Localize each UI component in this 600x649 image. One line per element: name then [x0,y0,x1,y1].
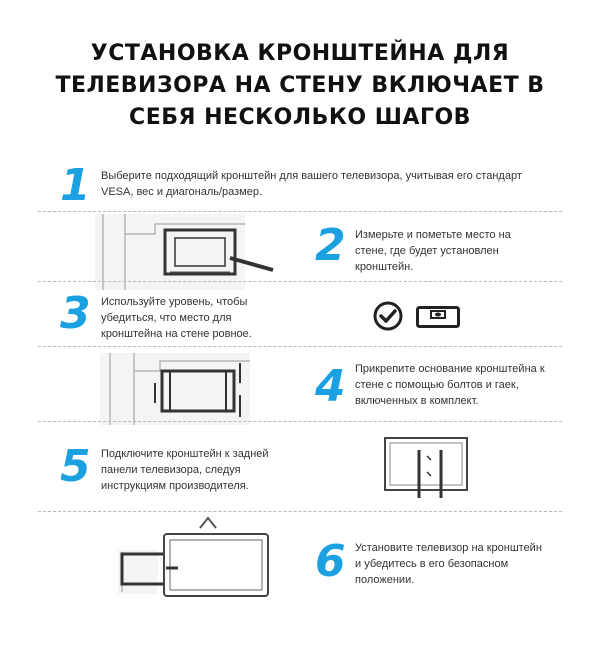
step-6-line-3: положении. [355,574,415,586]
divider-4 [38,421,562,422]
step-4-line-2: стене с помощью болтов и гаек, [355,379,519,391]
wall-bracket-marking-illustration [95,214,275,290]
step-1-line-1: Выберите подходящий кронштейн для вашего телевизора, учитывая его стандарт [101,170,522,182]
step-2-line-1: Измерьте и пометьте место на [355,229,511,241]
step-3-line-3: кронштейна на стене ровное. [101,328,252,340]
page-title [0,38,600,134]
bracket-bolting-illustration [100,353,270,425]
title-line-3: СЕБЯ НЕСКОЛЬКО ШАГОВ [129,105,471,130]
step-1-number: 1 [60,160,91,211]
title-line-2: ТЕЛЕВИЗОРА НА СТЕНУ ВКЛЮЧАЕТ В [55,73,545,98]
tv-back-bracket-illustration [383,430,469,502]
step-3-text [101,294,291,342]
step-2-text [355,227,555,275]
step-2-number: 2 [315,220,346,271]
step-4-line-1: Прикрепите основание кронштейна к [355,363,545,375]
tv-mount-illustration [118,512,278,604]
checkmark-circle-icon [372,300,404,332]
step-3-number: 3 [60,288,91,339]
step-5-text [101,446,301,494]
step-5-line-2: панели телевизора, следуя [101,464,241,476]
step-4-text [355,361,570,409]
step-6-line-2: и убедитесь в его безопасном [355,558,509,570]
step-4-line-3: включенных в комплект. [355,395,479,407]
step-2-line-3: кронштейн. [355,261,414,273]
step-1-line-2: VESA, вес и диагональ/размер. [101,186,263,198]
step-5-line-3: инструкциям производителя. [101,480,249,492]
step-6-line-1: Установите телевизор на кронштейн [355,542,542,554]
divider-2 [38,281,562,282]
step-3-line-1: Используйте уровень, чтобы [101,296,248,308]
divider-1 [38,211,562,212]
step-6-text [355,540,565,588]
title-line-1: УСТАНОВКА КРОНШТЕЙНА ДЛЯ [90,41,510,66]
step-3-line-2: убедиться, что место для [101,312,232,324]
step-4-number: 4 [315,361,346,412]
step-6-number: 6 [315,536,346,587]
step-5-number: 5 [60,441,91,492]
spirit-level-icon [416,306,460,328]
divider-3 [38,346,562,347]
step-1-text [101,168,561,200]
step-5-line-1: Подключите кронштейн к задней [101,448,269,460]
divider-5 [38,511,562,512]
step-2-line-2: стене, где будет установлен [355,245,499,257]
